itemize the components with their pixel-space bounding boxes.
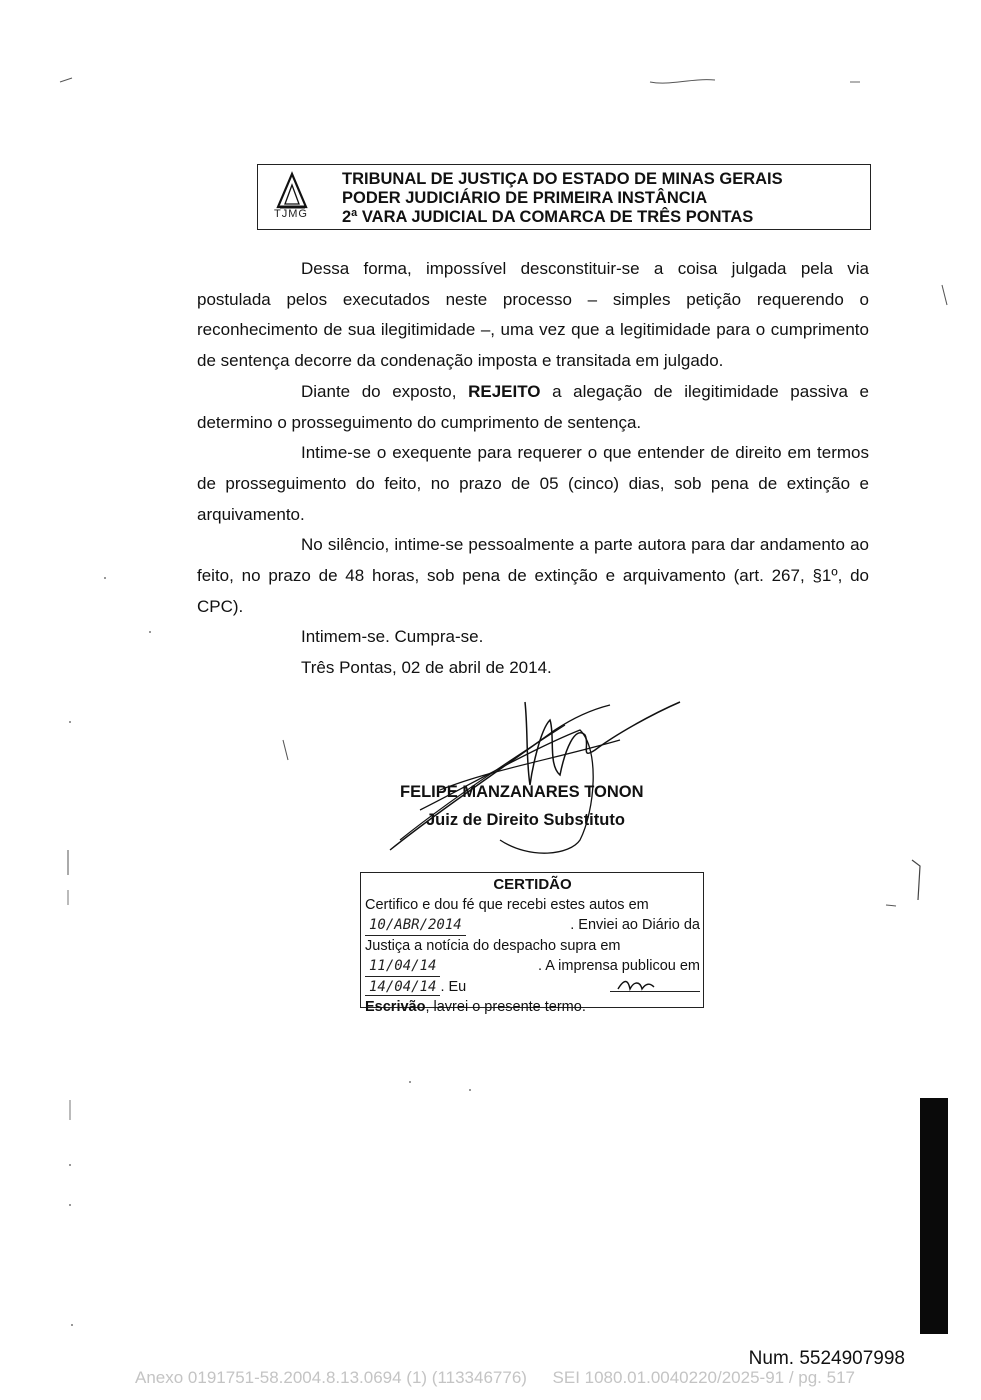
certidao-row-6-text: , lavrei o presente termo.: [425, 999, 586, 1015]
court-instance: PODER JUDICIÁRIO DE PRIMEIRA INSTÂNCIA: [342, 189, 708, 207]
certidao-row-4-text: . A imprensa publicou em: [537, 958, 700, 974]
scan-edge-bar: [920, 1098, 948, 1334]
certidao-title: CERTIDÃO: [493, 876, 572, 893]
paragraph-5: Intimem-se. Cumpra-se.: [301, 627, 484, 647]
paragraph-2-start: Diante do exposto,: [301, 381, 469, 401]
court-name: TRIBUNAL DE JUSTIÇA DO ESTADO DE MINAS GERAIS: [342, 170, 783, 188]
paragraph-4: No silêncio, intime-se pessoalmente a parte autora para dar andamento ao feito, no prazo de 48 horas, sob pena de extinção e arquivamento (art. 267, §1º, do CPC).: [197, 535, 869, 616]
paragraph-3: Intime-se o exequente para requerer o que entender de direito em termos de prosseguimento do feito, no prazo de 05 (cinco) dias, sob pena de extinção e arquivamento.: [197, 443, 869, 524]
paragraph-2-end: a alegação de ilegitimidade passiva e determino o prosseguimento do cumprimento de sentença.: [197, 381, 869, 432]
certidao-row-2-text: . Enviei ao Diário da: [570, 917, 700, 933]
sent-date-handwritten: 11/04/14: [365, 956, 440, 977]
certidao-eu: . Eu: [440, 979, 467, 995]
published-date-handwritten: 14/04/14: [365, 979, 440, 996]
paragraph-1: Dessa forma, impossível desconstituir-se a coisa julgada pela via postulada pelos executados neste processo – simples petição requerendo o reconhecimento de sua ilegitimidade –, uma vez que a legitimidade para o cumprimento de sentença decorre da condenação imposta e transitada em julgado.: [197, 259, 869, 371]
signer-role: Juiz de Direito Substituto: [426, 811, 625, 829]
paragraph-6: Três Pontas, 02 de abril de 2014.: [301, 658, 552, 678]
footer-sei: SEI 1080.01.0040220/2025-91 / pg. 517: [552, 1368, 855, 1387]
document-number: Num. 5524907998: [748, 1348, 905, 1369]
signer-name: FELIPE MANZANARES TONON: [400, 783, 644, 801]
footer-anexo: Anexo 0191751-58.2004.8.13.0694 (1) (113346776): [135, 1368, 527, 1387]
certidao-row-3: Justiça a notícia do despacho supra em: [365, 938, 621, 954]
escrivao-label: Escrivão: [365, 999, 426, 1015]
received-date-handwritten: 10/ABR/2014: [365, 915, 466, 936]
court-division: 2ª VARA JUDICIAL DA COMARCA DE TRÊS PONTAS: [342, 208, 754, 226]
page-footer: [135, 1368, 855, 1388]
rejeito-keyword: REJEITO: [468, 381, 541, 401]
logo-label: TJMG: [274, 208, 308, 220]
certidao-row-1: Certifico e dou fé que recebi estes autos em: [365, 897, 649, 913]
